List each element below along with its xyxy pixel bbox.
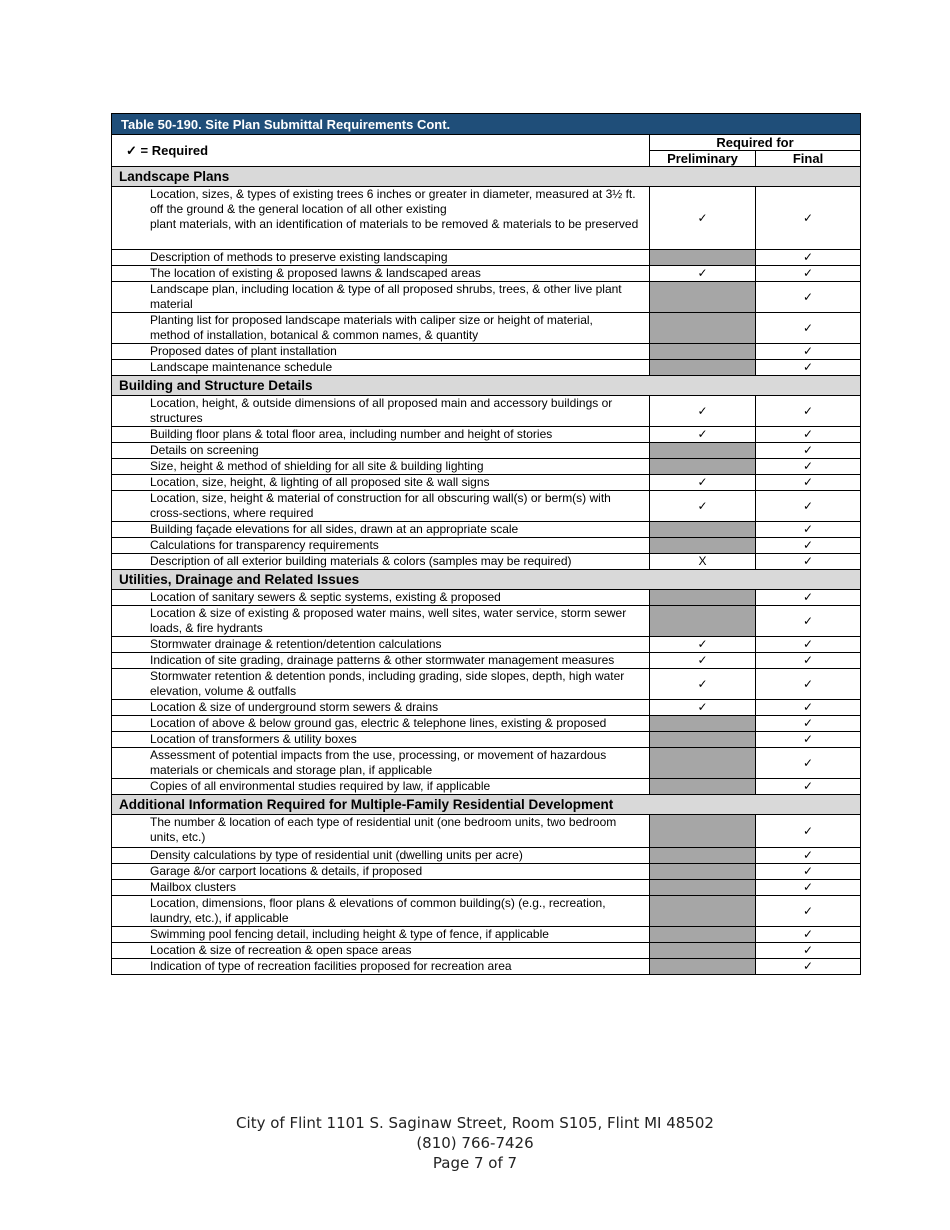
checkmark-icon: ✓ (802, 554, 814, 568)
requirement-text: The number & location of each type of residential unit (one bedroom units, two bedroom units, etc.) (112, 815, 650, 848)
checkmark-icon: ✓ (802, 864, 814, 878)
checkmark-icon: ✓ (802, 443, 814, 457)
table-row (112, 716, 861, 732)
table-row (112, 653, 861, 669)
checkmark-icon: ✓ (802, 637, 814, 651)
checkmark-icon: ✓ (697, 210, 708, 225)
preliminary-not-applicable-cell (650, 748, 756, 779)
checkmark-icon: ✓ (802, 320, 814, 335)
checkmark-icon: ✓ (802, 522, 814, 536)
requirement-text: Proposed dates of plant installation (112, 344, 650, 360)
table-row (112, 360, 861, 376)
preliminary-not-applicable-cell (650, 313, 756, 344)
checkmark-icon: ✓ (802, 943, 814, 957)
final-cell (756, 427, 861, 443)
requirements-table (111, 113, 861, 975)
table-row (112, 943, 861, 959)
checkmark-icon: ✓ (802, 590, 814, 604)
checkmark-icon: ✓ (802, 289, 814, 304)
final-cell (756, 748, 861, 779)
preliminary-not-applicable-cell (650, 538, 756, 554)
final-cell (756, 344, 861, 360)
checkmark-icon: ✓ (802, 498, 814, 513)
final-cell (756, 927, 861, 943)
page-footer (0, 1113, 950, 1173)
section-header (112, 570, 861, 590)
final-header: Final (756, 151, 861, 167)
required-for-header: Required for (650, 135, 861, 151)
table-row (112, 848, 861, 864)
requirement-text: Details on screening (112, 443, 650, 459)
preliminary-not-applicable-cell (650, 590, 756, 606)
requirement-text: Planting list for proposed landscape materials with caliper size or height of material, method of installation, botanical & common names, & quantity (112, 313, 650, 344)
table-row (112, 396, 861, 427)
final-cell (756, 396, 861, 427)
checkmark-icon: ✓ (802, 676, 814, 691)
preliminary-not-applicable-cell (650, 779, 756, 795)
final-cell (756, 459, 861, 475)
table-row (112, 959, 861, 975)
requirement-text: Location & size of existing & proposed water mains, well sites, water service, storm sewer loads, & fire hydrants (112, 606, 650, 637)
table-row (112, 700, 861, 716)
preliminary-header: Preliminary (650, 151, 756, 167)
checkmark-icon: ✓ (697, 676, 708, 691)
preliminary-cell (650, 700, 756, 716)
table-row (112, 459, 861, 475)
final-cell (756, 716, 861, 732)
table-row (112, 927, 861, 943)
requirement-text: Location, dimensions, floor plans & elevations of common building(s) (e.g., recreation, laundry, etc.), if applicable (112, 896, 650, 927)
preliminary-not-applicable-cell (650, 864, 756, 880)
preliminary-not-applicable-cell (650, 732, 756, 748)
final-cell (756, 475, 861, 491)
final-cell (756, 491, 861, 522)
preliminary-not-applicable-cell (650, 848, 756, 864)
preliminary-not-applicable-cell (650, 927, 756, 943)
final-cell (756, 187, 861, 250)
preliminary-not-applicable-cell (650, 716, 756, 732)
table-row (112, 522, 861, 538)
checkmark-icon: ✓ (802, 903, 814, 918)
final-cell (756, 360, 861, 376)
requirement-text: Assessment of potential impacts from the use, processing, or movement of hazardous materials or chemicals and storage plan, if applicable (112, 748, 650, 779)
requirement-text: Indication of site grading, drainage patterns & other stormwater management measures (112, 653, 650, 669)
preliminary-not-applicable-cell (650, 896, 756, 927)
preliminary-cell (650, 637, 756, 653)
final-cell (756, 522, 861, 538)
preliminary-not-applicable-cell (650, 880, 756, 896)
requirement-text: Indication of type of recreation facilities proposed for recreation area (112, 959, 650, 975)
checkmark-icon: ✓ (802, 653, 814, 667)
preliminary-not-applicable-cell (650, 943, 756, 959)
preliminary-not-applicable-cell (650, 959, 756, 975)
checkmark-icon: ✓ (697, 427, 708, 441)
final-cell (756, 313, 861, 344)
section-header (112, 795, 861, 815)
final-cell (756, 538, 861, 554)
final-cell (756, 896, 861, 927)
checkmark-icon: ✓ (697, 403, 708, 418)
checkmark-icon: ✓ (802, 755, 814, 770)
table-row (112, 637, 861, 653)
table-title-row (112, 114, 861, 135)
final-cell (756, 282, 861, 313)
checkmark-icon: ✓ (802, 344, 814, 358)
checkmark-icon: ✓ (802, 613, 814, 628)
table-row (112, 427, 861, 443)
table-row (112, 443, 861, 459)
requirement-text: Copies of all environmental studies required by law, if applicable (112, 779, 650, 795)
checkmark-icon: ✓ (802, 700, 814, 714)
table-row (112, 475, 861, 491)
table-row (112, 344, 861, 360)
requirement-text: Location, sizes, & types of existing trees 6 inches or greater in diameter, measured at 3½ ft. off the ground & the general location of all other existing plant materials, with an identification of materials to be removed & materials to be preserved (112, 187, 650, 250)
requirement-text: Stormwater drainage & retention/detention calculations (112, 637, 650, 653)
table-row (112, 538, 861, 554)
table-title: Table 50-190. Site Plan Submittal Requirements Cont. (112, 114, 861, 135)
requirement-text: Location of above & below ground gas, electric & telephone lines, existing & proposed (112, 716, 650, 732)
final-cell (756, 590, 861, 606)
footer-page-number: Page 7 of 7 (432, 1154, 518, 1172)
preliminary-not-applicable-cell (650, 282, 756, 313)
preliminary-not-applicable-cell (650, 522, 756, 538)
preliminary-cell (650, 187, 756, 250)
final-cell (756, 250, 861, 266)
checkmark-icon: ✓ (802, 250, 814, 264)
preliminary-cell (650, 266, 756, 282)
preliminary-not-applicable-cell (650, 344, 756, 360)
table-row (112, 266, 861, 282)
preliminary-cell (650, 554, 756, 570)
header-row (112, 135, 861, 151)
requirement-text: Description of all exterior building materials & colors (samples may be required) (112, 554, 650, 570)
table-row (112, 732, 861, 748)
requirement-text: Garage &/or carport locations & details, if proposed (112, 864, 650, 880)
checkmark-icon: ✓ (802, 716, 814, 730)
table-row (112, 606, 861, 637)
table-row (112, 282, 861, 313)
final-cell (756, 700, 861, 716)
footer-phone: (810) 766-7426 (416, 1134, 534, 1152)
legend: ✓ = Required (112, 135, 650, 167)
section-title: Utilities, Drainage and Related Issues (112, 570, 861, 590)
requirement-text: Landscape maintenance schedule (112, 360, 650, 376)
table-row (112, 313, 861, 344)
requirement-text: Location & size of recreation & open space areas (112, 943, 650, 959)
preliminary-not-applicable-cell (650, 443, 756, 459)
preliminary-not-applicable-cell (650, 606, 756, 637)
table-row (112, 880, 861, 896)
preliminary-cell (650, 669, 756, 700)
checkmark-icon: ✓ (697, 266, 708, 280)
final-cell (756, 653, 861, 669)
section-header (112, 167, 861, 187)
table-row (112, 896, 861, 927)
table-row (112, 250, 861, 266)
preliminary-not-applicable-cell (650, 360, 756, 376)
final-cell (756, 779, 861, 795)
requirement-text: Calculations for transparency requirements (112, 538, 650, 554)
checkmark-icon: ✓ (697, 475, 708, 489)
final-cell (756, 443, 861, 459)
requirement-text: Landscape plan, including location & type of all proposed shrubs, trees, & other live plant material (112, 282, 650, 313)
final-cell (756, 864, 861, 880)
requirement-text: Location & size of underground storm sewers & drains (112, 700, 650, 716)
section-title: Building and Structure Details (112, 376, 861, 396)
requirement-text: Building floor plans & total floor area, including number and height of stories (112, 427, 650, 443)
checkmark-icon: ✓ (802, 538, 814, 552)
table-row (112, 779, 861, 795)
checkmark-icon: ✓ (802, 959, 814, 973)
preliminary-cell (650, 491, 756, 522)
checkmark-icon: ✓ (697, 700, 708, 714)
preliminary-cell (650, 475, 756, 491)
requirement-text: Location of sanitary sewers & septic systems, existing & proposed (112, 590, 650, 606)
requirement-text: Density calculations by type of residential unit (dwelling units per acre) (112, 848, 650, 864)
table-row (112, 554, 861, 570)
checkmark-icon: ✓ (802, 475, 814, 489)
footer-address: City of Flint 1101 S. Saginaw Street, Room S105, Flint MI 48502 (236, 1114, 714, 1132)
x-mark: X (698, 554, 707, 568)
preliminary-not-applicable-cell (650, 250, 756, 266)
section-header (112, 376, 861, 396)
requirement-text: Building façade elevations for all sides, drawn at an appropriate scale (112, 522, 650, 538)
checkmark-icon: ✓ (802, 403, 814, 418)
final-cell (756, 815, 861, 848)
requirement-text: Swimming pool fencing detail, including height & type of fence, if applicable (112, 927, 650, 943)
table-row (112, 864, 861, 880)
checkmark-icon: ✓ (697, 637, 708, 651)
table-row (112, 669, 861, 700)
final-cell (756, 959, 861, 975)
checkmark-icon: ✓ (697, 653, 708, 667)
final-cell (756, 669, 861, 700)
checkmark-icon: ✓ (802, 732, 814, 746)
checkmark-icon: ✓ (802, 848, 814, 862)
preliminary-not-applicable-cell (650, 459, 756, 475)
final-cell (756, 637, 861, 653)
requirement-text: Size, height & method of shielding for all site & building lighting (112, 459, 650, 475)
table-row (112, 590, 861, 606)
requirement-text: Mailbox clusters (112, 880, 650, 896)
checkmark-icon: ✓ (802, 210, 814, 225)
checkmark-icon: ✓ (802, 927, 814, 941)
requirement-text: Location of transformers & utility boxes (112, 732, 650, 748)
checkmark-icon: ✓ (802, 459, 814, 473)
table-row (112, 748, 861, 779)
checkmark-icon: ✓ (802, 823, 814, 838)
final-cell (756, 266, 861, 282)
requirement-text: Location, size, height & material of construction for all obscuring wall(s) or berm(s) with cross-sections, where required (112, 491, 650, 522)
preliminary-cell (650, 427, 756, 443)
checkmark-icon: ✓ (802, 880, 814, 894)
final-cell (756, 554, 861, 570)
checkmark-icon: ✓ (802, 266, 814, 280)
final-cell (756, 848, 861, 864)
checkmark-icon: ✓ (802, 360, 814, 374)
table-row (112, 815, 861, 848)
preliminary-cell (650, 396, 756, 427)
table-row (112, 491, 861, 522)
final-cell (756, 880, 861, 896)
requirement-text: Description of methods to preserve existing landscaping (112, 250, 650, 266)
checkmark-icon: ✓ (802, 427, 814, 441)
table-row (112, 187, 861, 250)
checkmark-icon: ✓ (802, 779, 814, 793)
section-title: Landscape Plans (112, 167, 861, 187)
final-cell (756, 732, 861, 748)
preliminary-not-applicable-cell (650, 815, 756, 848)
requirement-text: Stormwater retention & detention ponds, including grading, side slopes, depth, high water elevation, volume & outfalls (112, 669, 650, 700)
requirement-text: Location, size, height, & lighting of all proposed site & wall signs (112, 475, 650, 491)
checkmark-icon: ✓ (697, 498, 708, 513)
section-title: Additional Information Required for Multiple-Family Residential Development (112, 795, 861, 815)
requirement-text: Location, height, & outside dimensions of all proposed main and accessory buildings or structures (112, 396, 650, 427)
preliminary-cell (650, 653, 756, 669)
final-cell (756, 606, 861, 637)
requirement-text: The location of existing & proposed lawns & landscaped areas (112, 266, 650, 282)
final-cell (756, 943, 861, 959)
